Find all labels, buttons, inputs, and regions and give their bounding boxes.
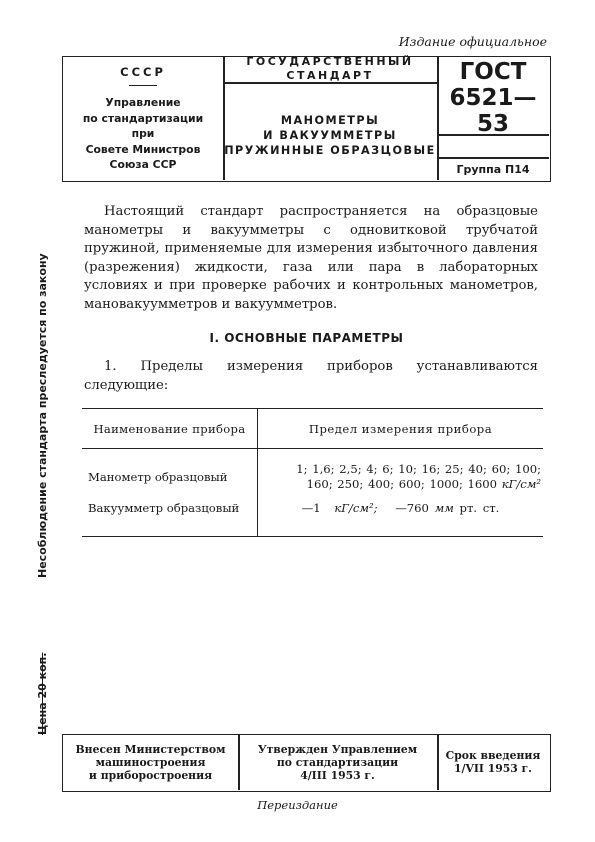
row-2-limits — [258, 495, 544, 537]
clause-1-block — [84, 358, 538, 395]
footer-right-line-2: 1/VII 1953 г. — [454, 762, 532, 775]
standard-type — [223, 55, 437, 83]
limits-table — [82, 408, 543, 537]
footer-center — [238, 743, 437, 782]
table-header-limit: Предел измерения прибора — [308, 421, 493, 436]
authority-line-3: при — [131, 127, 155, 140]
footer-right-line-1: Срок введения — [445, 749, 541, 762]
gost-designation — [437, 59, 549, 137]
table-row — [82, 495, 543, 537]
row-1-limits — [258, 449, 544, 495]
intro-paragraph-block — [84, 203, 538, 314]
title-line-2: И ВАКУУММЕТРЫ — [263, 129, 397, 142]
row-2-suffix-b: рт. ст. — [459, 501, 500, 516]
title-line-3: ПРУЖИННЫЕ ОБРАЗЦОВЫЕ — [224, 144, 436, 157]
footer-right — [437, 749, 549, 775]
table-header-row — [82, 409, 543, 449]
section-title: I. ОСНОВНЫЕ ПАРАМЕТРЫ — [209, 331, 404, 345]
footer-center-line-2: по стандартизации — [276, 756, 399, 769]
gost-label: ГОСТ — [459, 59, 527, 85]
row-1-limits-line-1: 1; 1,6; 2,5; 4; 6; 10; 16; 25; 40; 60; 100; — [296, 461, 541, 476]
row-1-unit: кГ/см² — [501, 476, 541, 491]
footer-left-line-3: и приборостроения — [88, 769, 213, 782]
side-warning-text: Несоблюдение стандарта преследуется по закону — [36, 253, 49, 578]
row-2-value-a: —1 — [301, 501, 321, 516]
row-2-unit-b: мм — [434, 501, 454, 516]
title-line-1: МАНОМЕТРЫ — [280, 114, 380, 127]
row-2-unit-a: кГ/см²; — [334, 501, 378, 516]
standard-type-line-1: ГОСУДАРСТВЕННЫЙ — [246, 55, 414, 68]
official-edition-note: Издание официальное — [398, 34, 547, 49]
clause-1: 1. Пределы измерения приборов устанавливаются следующие: — [84, 359, 538, 393]
authority-line-1: Управление — [105, 96, 181, 109]
header-block — [62, 56, 551, 182]
table-header-name: Наименование прибора — [82, 409, 258, 449]
document-title — [223, 113, 437, 158]
row-1-limits-line-2 — [258, 477, 541, 492]
footer-center-line-1: Утвержден Управлением — [257, 743, 418, 756]
row-1-limits-values: 160; 250; 400; 600; 1000; 1600 — [306, 476, 498, 491]
authority-line-5: Союза ССР — [109, 158, 177, 171]
header-left-column — [63, 65, 223, 173]
row-2-name: Вакуумметр образцовый — [82, 495, 258, 537]
footer-left-line-2: машиностроения — [95, 756, 206, 769]
authority-line-4: Совете Министров — [85, 142, 201, 156]
authority-line-2: по стандартизации — [82, 111, 204, 125]
row-2-value-b: —760 — [395, 501, 429, 516]
footer-center-line-3: 4/III 1953 г. — [300, 769, 375, 782]
row-1-name: Манометр образцовый — [82, 449, 258, 495]
table-row — [82, 449, 543, 495]
divider — [129, 85, 157, 86]
footer-block — [62, 734, 551, 792]
gost-number: 6521—53 — [449, 85, 537, 137]
footer-left — [63, 743, 238, 782]
group-label: Группа П14 — [456, 163, 530, 176]
standard-type-line-2: СТАНДАРТ — [286, 69, 374, 82]
reprint-note: Переиздание — [257, 798, 338, 812]
footer-left-line-1: Внесен Министерством — [75, 743, 226, 756]
price-stamp: Цена 20 коп. — [36, 652, 49, 735]
country-label: СССР — [120, 65, 166, 79]
intro-paragraph: Настоящий стандарт распространяется на образцовые манометры и вакуумметры с одновитковой трубчатой пружиной, применяемые для измерения избыточного давления (разрежения) жидкости, газа или пара в лабораторных условиях и при проверке рабочих и контрольных манометров, мановакуумметров и вакуумметров. — [84, 204, 538, 312]
